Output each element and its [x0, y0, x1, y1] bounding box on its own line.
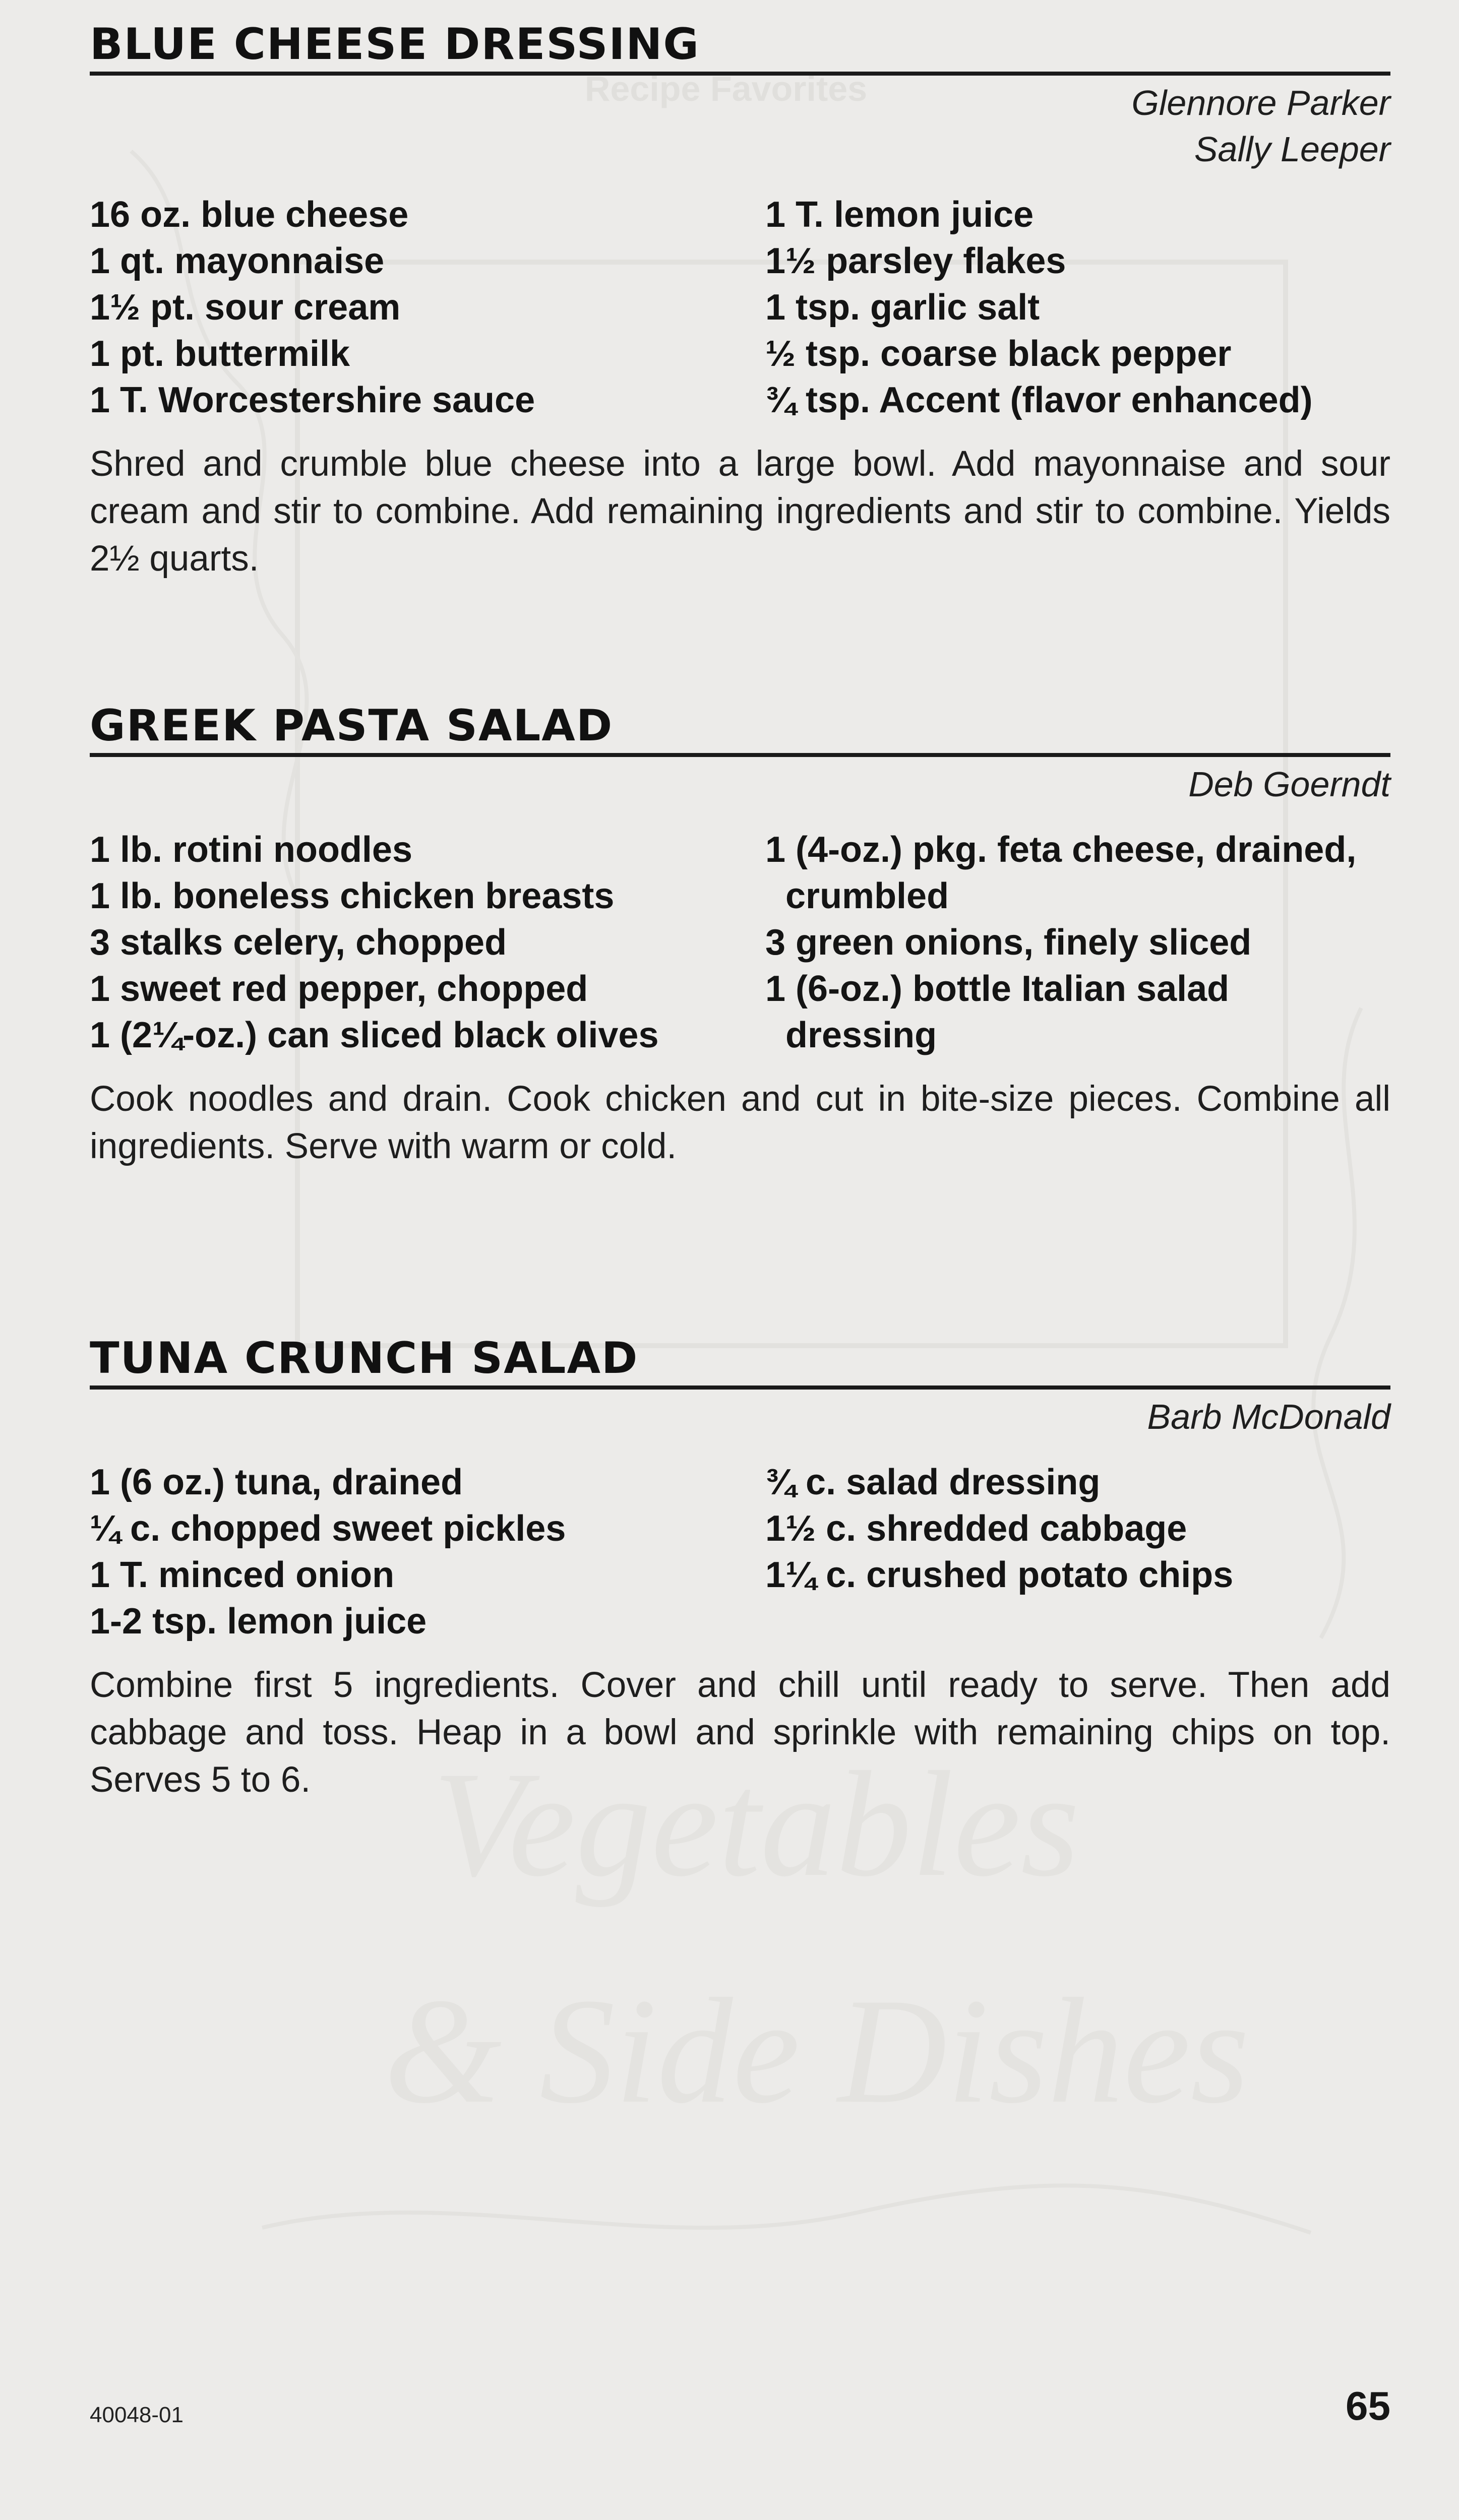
ingredient-item: 1 (2¼-oz.) can sliced black olives: [90, 1015, 659, 1055]
title-rule: [90, 1385, 1390, 1390]
watermark-line-1: Vegetables: [433, 1740, 1080, 1908]
footer-code: 40048-01: [90, 2403, 184, 2427]
ingredient-item: 3 green onions, finely sliced: [765, 922, 1252, 963]
recipe-directions: Shred and crumble blue cheese into a large bowl. Add mayonnaise and sour cream and stir to combine. Add remaining ingredients and stir to combine. Yields 2½ quarts.: [90, 444, 1390, 579]
ingredient-item: 1-2 tsp. lemon juice: [90, 1601, 427, 1642]
ingredient-item: 3 stalks celery, chopped: [90, 922, 507, 963]
ingredient-item: 16 oz. blue cheese: [90, 195, 409, 235]
ingredient-item: 1 pt. buttermilk: [90, 334, 350, 374]
ingredient-item: 1 qt. mayonnaise: [90, 241, 385, 281]
recipe-title: TUNA CRUNCH SALAD: [90, 1333, 639, 1383]
ingredient-item: 1 T. minced onion: [90, 1555, 395, 1595]
recipe-blue-cheese-dressing: [90, 19, 1390, 618]
ingredients-left-column: [90, 192, 765, 423]
ingredient-item: 1½ parsley flakes: [765, 241, 1066, 281]
ingredient-item: 1¼ c. crushed potato chips: [765, 1555, 1234, 1595]
ingredient-item: 1 (6-oz.) bottle Italian salad dressing: [765, 969, 1230, 1055]
ingredients-left-column: [90, 827, 765, 1058]
recipe-tuna-crunch-salad: [90, 1333, 1390, 1840]
recipe-directions: Cook noodles and drain. Cook chicken and cut in bite-size pieces. Combine all ingredients. Serve with warm or cold.: [90, 1079, 1390, 1166]
ingredient-item: ¾ c. salad dressing: [765, 1462, 1101, 1502]
recipe-greek-pasta-salad: [90, 701, 1390, 1206]
contributors: [90, 1394, 1390, 1440]
watermark-line-2: & Side Dishes: [384, 1967, 1250, 2134]
ingredient-item: 1 lb. rotini noodles: [90, 830, 413, 870]
contributors: [90, 80, 1390, 172]
ingredient-item: 1 tsp. garlic salt: [765, 287, 1040, 328]
contributor-name: Glennore Parker: [1131, 83, 1390, 122]
ingredient-item: ½ tsp. coarse black pepper: [765, 334, 1232, 374]
contributors: [90, 761, 1390, 807]
recipe-title: GREEK PASTA SALAD: [90, 701, 614, 751]
ingredients-right-column: [765, 192, 1390, 423]
ingredients-right-column: [765, 1459, 1390, 1645]
ingredient-item: 1 (4-oz.) pkg. feta cheese, drained, crumbled: [765, 830, 1357, 916]
ingredient-item: 1½ c. shredded cabbage: [765, 1508, 1187, 1549]
title-rule: [90, 753, 1390, 757]
page-number: 65: [1346, 2383, 1390, 2428]
ingredient-item: 1 T. lemon juice: [765, 195, 1034, 235]
contributor-name: Sally Leeper: [1194, 130, 1390, 169]
contributor-name: Deb Goerndt: [1188, 765, 1390, 804]
ingredients: [90, 1459, 1390, 1645]
ingredient-item: 1 sweet red pepper, chopped: [90, 969, 588, 1009]
contributor-name: Barb McDonald: [1147, 1397, 1390, 1436]
ingredient-item: 1½ pt. sour cream: [90, 287, 401, 328]
recipe-directions: Combine first 5 ingredients. Cover and chill until ready to serve. Then add cabbage and toss. Heap in a bowl and sprinkle with remaining chips on top. Serves 5 to 6.: [90, 1665, 1390, 1800]
ingredient-item: 1 T. Worcestershire sauce: [90, 380, 535, 420]
recipe-title: BLUE CHEESE DRESSING: [90, 19, 700, 70]
ingredient-item: ¼ c. chopped sweet pickles: [90, 1508, 566, 1549]
ingredients-right-column: [765, 827, 1390, 1058]
watermark-flourish: [262, 2185, 1311, 2233]
watermark-header: Recipe Favorites: [584, 69, 868, 108]
ingredients-left-column: [90, 1459, 765, 1645]
ingredient-item: 1 (6 oz.) tuna, drained: [90, 1462, 463, 1502]
ingredients: [90, 827, 1390, 1058]
title-rule: [90, 72, 1390, 76]
ingredient-item: ¾ tsp. Accent (flavor enhanced): [765, 380, 1313, 420]
ingredient-item: 1 lb. boneless chicken breasts: [90, 876, 615, 916]
ingredients: [90, 192, 1390, 423]
